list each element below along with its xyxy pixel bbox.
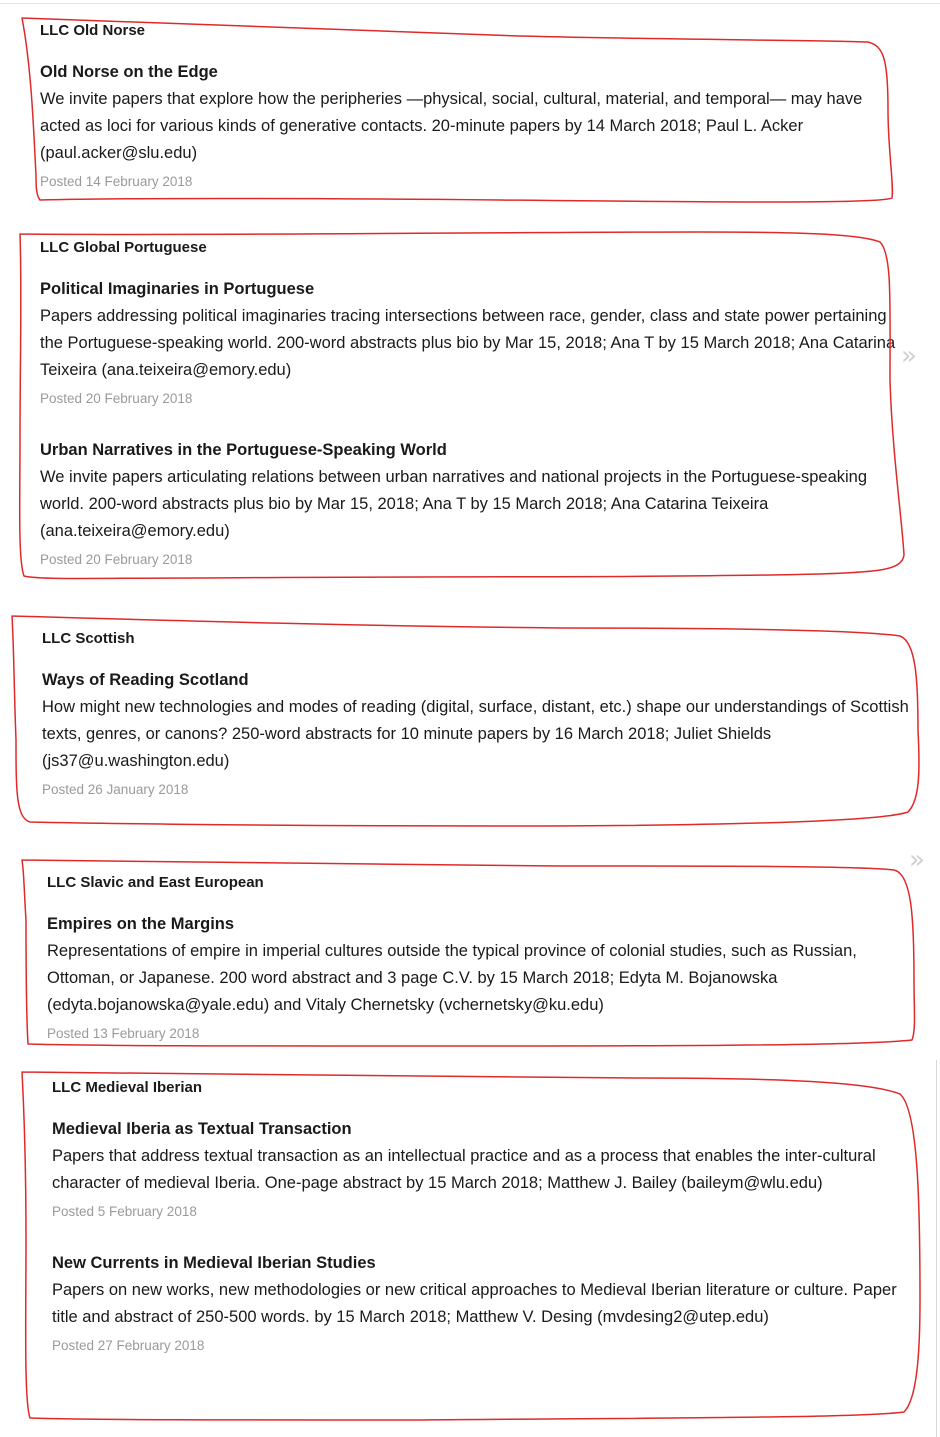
posted-date: Posted 27 February 2018	[52, 1338, 205, 1353]
entry-title[interactable]: Old Norse on the Edge	[40, 63, 218, 81]
scrollbar-edge	[936, 1060, 937, 1437]
cfp-entry	[40, 440, 902, 569]
entry-title[interactable]: Ways of Reading Scotland	[42, 671, 249, 689]
top-divider	[0, 3, 940, 4]
section-medieval-iberian	[52, 1079, 897, 1355]
group-title: LLC Scottish	[42, 630, 135, 647]
section-slavic-east-european	[47, 874, 909, 1043]
cfp-entry	[42, 670, 912, 799]
posted-date: Posted 26 January 2018	[42, 782, 189, 797]
entry-title[interactable]: Empires on the Margins	[47, 915, 235, 933]
entry-description: How might new technologies and modes of reading (digital, surface, distant, etc.) shape our understandings of Scottish texts, genres, or canons? 250-word abstracts for 10 minute papers by 16 March 2018; Juliet Shields (js37@u.washington.edu)	[42, 698, 909, 770]
section-old-norse	[40, 22, 890, 191]
section-global-portuguese	[40, 239, 902, 569]
group-title: LLC Medieval Iberian	[52, 1079, 203, 1096]
cfp-entry	[52, 1119, 897, 1221]
entry-title[interactable]: New Currents in Medieval Iberian Studies	[52, 1254, 376, 1272]
posted-date: Posted 14 February 2018	[40, 174, 193, 189]
cfp-entry	[52, 1253, 897, 1355]
group-title: LLC Old Norse	[40, 22, 146, 39]
entry-description: Papers addressing political imaginaries tracing intersections between race, gender, class and state power pertaining the Portuguese-speaking world. 200-word abstracts plus bio by Mar 15, 2018; Ana T by 15 March 2018; Ana Catarina Teixeira (ana.teixeira@emory.edu)	[40, 307, 896, 379]
entry-description: Papers on new works, new methodologies or new critical approaches to Medieval Iberian literature or culture. Paper title and abstract of 250-500 words. by 15 March 2018; Matthew V. Desing (mvdesing2@utep.edu)	[52, 1281, 897, 1326]
entry-title[interactable]: Urban Narratives in the Portuguese-Speaking World	[40, 441, 447, 459]
entry-description: We invite papers articulating relations between urban narratives and national projects in the Portuguese-speaking world. 200-word abstracts plus bio by Mar 15, 2018; Ana T by 15 March 2018; Ana Catarina Teixeira (ana.teixeira@emory.edu)	[40, 468, 868, 540]
section-scottish	[42, 630, 912, 799]
posted-date: Posted 20 February 2018	[40, 391, 193, 406]
double-chevron-right-icon[interactable]: »	[901, 341, 917, 371]
double-chevron-right-icon[interactable]: »	[909, 845, 925, 875]
cfp-entry	[40, 62, 890, 191]
entry-title[interactable]: Medieval Iberia as Textual Transaction	[52, 1120, 352, 1138]
posted-date: Posted 20 February 2018	[40, 552, 193, 567]
entry-title[interactable]: Political Imaginaries in Portuguese	[40, 280, 315, 298]
posted-date: Posted 5 February 2018	[52, 1204, 197, 1219]
entry-description: Representations of empire in imperial cultures outside the typical province of colonial studies, such as Russian, Ottoman, or Japanese. 200 word abstract and 3 page C.V. by 15 March 2018; Edyta M. Bojanowska (edyta.bojanowska@yale.edu) and Vitaly Chernetsky (vchernetsky@ku.edu)	[47, 942, 857, 1014]
group-title: LLC Slavic and East European	[47, 874, 264, 891]
group-title: LLC Global Portuguese	[40, 239, 207, 256]
cfp-entry	[40, 279, 902, 408]
entry-description: Papers that address textual transaction as an intellectual practice and as a process that enables the inter-cultural character of medieval Iberia. One-page abstract by 15 March 2018; Matthew J. Bailey (baileym@wlu.edu)	[52, 1147, 876, 1192]
cfp-entry	[47, 914, 909, 1043]
entry-description: We invite papers that explore how the peripheries —physical, social, cultural, material, and temporal— may have acted as loci for various kinds of generative contacts. 20-minute papers by 14 March 2018; Paul L. Acker (paul.acker@slu.edu)	[40, 90, 863, 162]
posted-date: Posted 13 February 2018	[47, 1026, 200, 1041]
